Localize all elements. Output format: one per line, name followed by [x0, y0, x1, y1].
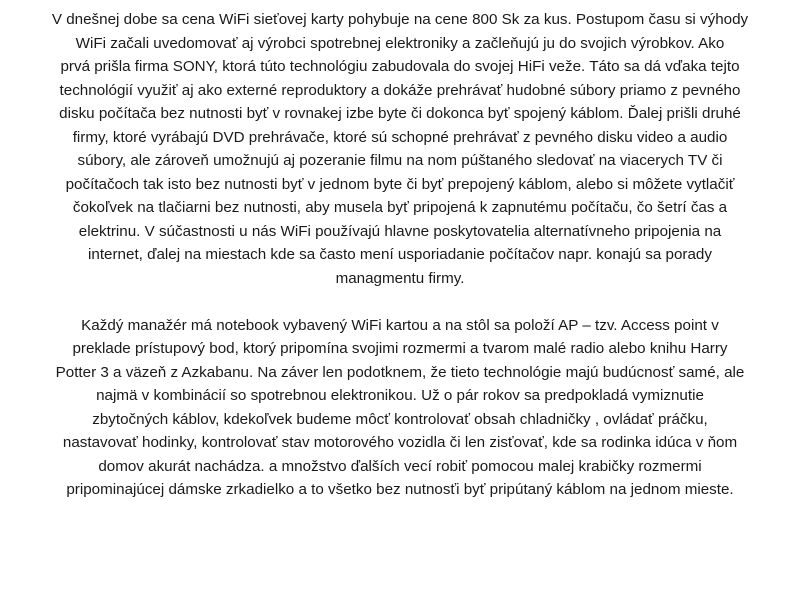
paragraph-line: zbytočných káblov, kdekoľvek budeme môcť kontrolovať obsah chladničky , ovládať práčku,	[92, 410, 708, 428]
paragraph-line: súbory, ale zároveň umožnujú aj pozeranie filmu na nom púštaného sledovať na viacerych TV či	[77, 152, 723, 169]
paragraph-spacer	[14, 290, 786, 314]
paragraph-line: firmy, ktoré vyrábajú DVD prehrávače, ktoré sú schopné prehrávať z pevného disku video a audio	[72, 128, 728, 146]
paragraph-2	[14, 314, 786, 502]
paragraph-line: najmä v kombinácií so spotrebnou elektronikou. Už o pár rokov sa predpokladá vymiznutie	[96, 387, 704, 404]
paragraph-line: pripominajúcej dámske zrkadielko a to všetko bez nutnosťi byť pripútaný káblom na jednom mieste.	[66, 481, 734, 498]
paragraph-line: disku počítača bez nutnosti byť v rovnakej izbe byte či dokonca byť spojený káblom. Ďalej prišli druhé	[59, 105, 741, 122]
paragraph-line: technológií využiť aj ako externé reproduktory a dokáže prehrávať hudobné súbory priamo z pevného	[59, 81, 741, 99]
paragraph-line: elektrinu. V súčastnosti u nás WiFi používajú hlavne poskytovatelia alternatívneho pripojenia na	[78, 222, 722, 240]
paragraph-line: internet, ďalej na miestach kde sa často mení usporiadanie počítačov napr. konajú sa porady	[88, 246, 712, 263]
paragraph-line: prvá prišla firma SONY, ktorá túto technológiu zabudovala do svojej HiFi veže. Táto sa dá vďaka tejto	[60, 58, 740, 75]
document-page	[14, 8, 786, 502]
paragraph-line: domov akurát nachádza. a množstvo ďalších vecí robiť pomocou malej krabičky rozmermi	[98, 457, 702, 475]
paragraph-line: managmentu firmy.	[335, 269, 465, 287]
paragraph-line: Potter 3 a väzeň z Azkabanu. Na záver len podotknem, že tieto technológie majú budúcnosť samé, ale	[55, 363, 745, 381]
paragraph-line: V dnešnej dobe sa cena WiFi sieťovej karty pohybuje na cene 800 Sk za kus. Postupom času si výhody	[51, 11, 749, 28]
paragraph-line: čokoľvek na tlačiarni bez nutnosti, aby musela byť pripojená k zapnutému počítaču, čo šetrí čas a	[72, 199, 728, 216]
paragraph-line: WiFi začali uvedomovať aj výrobci spotrebnej elektroniky a začleňujú ju do svojich výrobkov. Ako	[75, 34, 725, 52]
paragraph-1	[14, 8, 786, 290]
paragraph-line: Každý manažér má notebook vybavený WiFi kartou a na stôl sa položí AP – tzv. Access point v	[81, 316, 719, 334]
paragraph-line: preklade prístupový bod, ktorý pripomína svojimi rozmermi a tvarom malé radio alebo knihu Harry	[72, 340, 728, 357]
paragraph-line: nastavovať hodinky, kontrolovať stav motorového vozidla či len zisťovať, kde sa rodinka idúca v ňom	[62, 434, 738, 451]
paragraph-line: počítačoch tak isto bez nutnosti byť v jednom byte či byť prepojený káblom, alebo si môžete vytlačiť	[65, 175, 735, 193]
